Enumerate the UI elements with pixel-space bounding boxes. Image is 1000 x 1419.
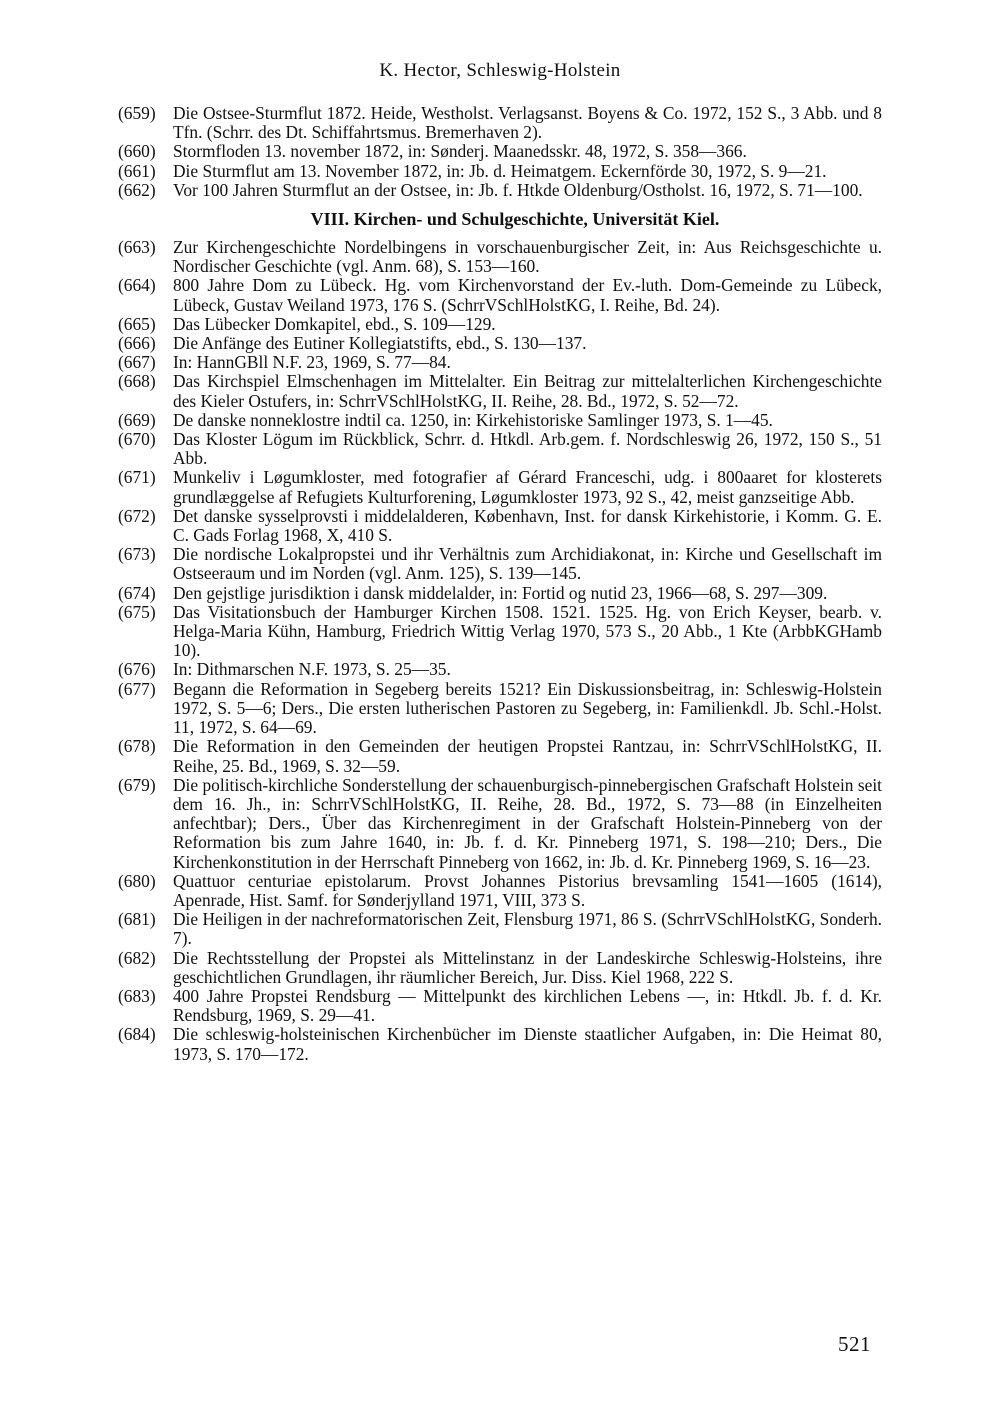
running-header: K. Hector, Schleswig-Holstein [379, 60, 621, 81]
entry-text: Munkeliv i Løgumkloster, med fotografier af Gérard Franceschi, udg. i 800aaret for klosterets grundlæggelse af Refugiets Kulturforening, Løgumkloster 1973, 92 S., 42, meist ganzseitige Abb. [173, 467, 882, 507]
bibliography-entry [118, 507, 882, 545]
entry-number: (661) [118, 160, 156, 181]
entry-number: (666) [118, 333, 156, 354]
bibliography-entry [118, 334, 882, 353]
bibliography-body [118, 104, 882, 1064]
entry-text: De danske nonneklostre indtil ca. 1250, in: Kirkehistoriske Samlinger 1973, S. 1—45. [173, 409, 773, 430]
entry-text: Die Rechtsstellung der Propstei als Mittelinstanz in der Landeskirche Schleswig-Holsteins, ihre geschichtlichen Grundlagen, ihr räumlicher Bereich, Jur. Diss. Kiel 1968, 222 S. [173, 947, 882, 987]
bibliography-entry [118, 353, 882, 372]
bibliography-entry [118, 372, 882, 410]
entry-number: (682) [118, 947, 156, 968]
entry-text: 400 Jahre Propstei Rendsburg — Mittelpunkt des kirchlichen Lebens —, in: Htkdl. Jb. f. d. Kr. Rendsburg, 1969, S. 29—41. [173, 985, 882, 1026]
entry-text: Das Kloster Lögum im Rückblick, Schrr. d. Htkdl. Arb.gem. f. Nordschleswig 26, 1972, 150 S., 51 Abb. [173, 429, 882, 469]
entries-group-after [118, 238, 882, 1064]
entry-text: In: Dithmarschen N.F. 1973, S. 25—35. [173, 659, 451, 680]
bibliography-entry [118, 776, 882, 872]
entry-text: Das Visitationsbuch der Hamburger Kirchen 1508. 1521. 1525. Hg. von Erich Keyser, bearb. v. Helga-Maria Kühn, Hamburg, Friedrich Wittig Verlag 1970, 573 S., 20 Abb., 1 Kte (ArbbKGHamb 10). [173, 601, 882, 661]
bibliography-entry [118, 162, 882, 181]
bibliography-entry [118, 1025, 882, 1063]
entry-number: (680) [118, 870, 156, 891]
entry-number: (659) [118, 103, 156, 123]
bibliography-entry [118, 276, 882, 314]
bibliography-entry [118, 584, 882, 603]
entry-text: Das Kirchspiel Elmschenhagen im Mittelalter. Ein Beitrag zur mittelalterlichen Kirchengeschichte des Kieler Ostufers, in: SchrrVSchlHolstKG, II. Reihe, 28. Bd., 1972, S. 52—72. [173, 371, 882, 411]
section-heading: VIII. Kirchen- und Schulgeschichte, Universität Kiel. [310, 209, 720, 230]
entry-text: Zur Kirchengeschichte Nordelbingens in vorschauenburgischer Zeit, in: Aus Reichsgeschichte u. Nordischer Geschichte (vgl. Anm. 68), S. 153—160. [173, 237, 882, 277]
entry-text: Vor 100 Jahren Sturmflut an der Ostsee, in: Jb. f. Htkde Oldenburg/Ostholst. 16, 1972, S. 71—100. [173, 179, 863, 200]
entry-number: (676) [118, 659, 156, 680]
entry-text: Die Heiligen in der nachreformatorischen Zeit, Flensburg 1971, 86 S. (SchrrVSchlHolstKG, Sonderh. 7). [173, 909, 882, 949]
bibliography-entry [118, 411, 882, 430]
entry-number: (683) [118, 985, 156, 1006]
entry-text: Die Reformation in den Gemeinden der heutigen Propstei Rantzau, in: SchrrVSchlHolstKG, II. Reihe, 25. Bd., 1969, S. 32—59. [173, 736, 882, 776]
bibliography-entry [118, 181, 882, 200]
entry-number: (675) [118, 601, 156, 622]
entry-text: Die nordische Lokalpropstei und ihr Verhältnis zum Archidiakonat, in: Kirche und Gesellschaft im Ostseeraum und im Norden (vgl. Anm. 125), S. 139—145. [173, 544, 882, 584]
bibliography-entry [118, 680, 882, 738]
entry-number: (678) [118, 736, 156, 757]
entry-number: (674) [118, 582, 156, 603]
entry-text: 800 Jahre Dom zu Lübeck. Hg. vom Kirchenvorstand der Ev.-luth. Dom-Gemeinde zu Lübeck, Lübeck, Gustav Weiland 1973, 176 S. (SchrrVSchlHolstKG, I. Reihe, Bd. 24). [173, 275, 882, 315]
entry-text: Das Lübecker Domkapitel, ebd., S. 109—129. [173, 313, 496, 334]
entry-number: (684) [118, 1024, 156, 1045]
bibliography-entry [118, 430, 882, 468]
bibliography-entry [118, 104, 882, 142]
entry-number: (670) [118, 429, 156, 450]
entry-number: (667) [118, 352, 156, 373]
entry-text: Die Ostsee-Sturmflut 1872. Heide, Westholst. Verlagsanst. Boyens & Co. 1972, 152 S., 3 Abb. und 8 Tfn. (Schrr. des Dt. Schiffahrtsmus. Bremerhaven 2). [173, 103, 882, 143]
entries-group-before [118, 104, 882, 200]
entry-number: (677) [118, 678, 156, 699]
entry-text: Det danske sysselprovsti i middelalderen, København, Inst. for dansk Kirkehistorie, i Komm. G. E. C. Gads Forlag 1968, X, 410 S. [173, 505, 882, 546]
entry-text: In: HannGBll N.F. 23, 1969, S. 77—84. [173, 352, 451, 373]
entry-number: (665) [118, 313, 156, 334]
bibliography-entry [118, 872, 882, 910]
entry-text: Stormfloden 13. november 1872, in: Sønderj. Maanedsskr. 48, 1972, S. 358—366. [173, 141, 747, 162]
entry-text: Quattuor centuriae epistolarum. Provst Johannes Pistorius brevsamling 1541—1605 (1614), Apenrade, Hist. Samf. for Sønderjylland 1971, VIII, 373 S. [173, 870, 882, 910]
bibliography-entry [118, 949, 882, 987]
bibliography-entry [118, 660, 882, 679]
entry-number: (668) [118, 371, 156, 392]
bibliography-entry [118, 142, 882, 161]
entry-number: (672) [118, 505, 156, 526]
entry-text: Die Anfänge des Eutiner Kollegiatstifts, ebd., S. 130—137. [173, 333, 587, 354]
bibliography-entry [118, 468, 882, 506]
bibliography-entry [118, 603, 882, 661]
entry-number: (679) [118, 774, 156, 795]
entry-text: Begann die Reformation in Segeberg bereits 1521? Ein Diskussionsbeitrag, in: Schleswig-Holstein 1972, S. 5—6; Ders., Die ersten lutherischen Pastoren zu Segeberg, in: Familienkdl. Jb. Schl.-Holst. 11, 1972, S. 64—69. [173, 678, 882, 738]
entry-text: Die schleswig-holsteinischen Kirchenbücher im Dienste staatlicher Aufgaben, in: Die Heimat 80, 1973, S. 170—172. [173, 1024, 882, 1064]
bibliography-entry [118, 315, 882, 334]
entry-text: Die Sturmflut am 13. November 1872, in: Jb. d. Heimatgem. Eckernförde 30, 1972, S. 9—21. [173, 160, 827, 181]
entry-number: (671) [118, 467, 156, 488]
entry-number: (664) [118, 275, 156, 296]
bibliography-entry [118, 737, 882, 775]
entry-number: (662) [118, 179, 156, 200]
bibliography-entry [118, 545, 882, 583]
entry-text: Die politisch-kirchliche Sonderstellung der schauenburgisch-pinnebergischen Grafschaft Holstein seit dem 16. Jh., in: SchrrVSchlHolstKG, II. Reihe, 28. Bd., 1972, S. 73—88 (in Einzelheiten anfechtbar); Ders., Über das Kirchenregiment in der Grafschaft Holstein-Pinneberg von der Reformation bis zum Jahre 1640, in: Jb. f. d. Kr. Pinneberg 1971, S. 198—210; Ders., Die Kirchenkonstitution in der Herrschaft Pinneberg von 1662, in: Jb. d. Kr. Pinneberg 1969, S. 16—23. [173, 774, 882, 872]
entry-number: (673) [118, 544, 156, 565]
bibliography-entry [118, 910, 882, 948]
entry-number: (663) [118, 237, 156, 258]
page-number: 521 [838, 1332, 871, 1356]
bibliography-entry [118, 987, 882, 1025]
bibliography-entry [118, 238, 882, 276]
entry-text: Den gejstlige jurisdiktion i dansk middelalder, in: Fortid og nutid 23, 1966—68, S. 297—309. [173, 582, 828, 603]
entry-number: (660) [118, 141, 156, 162]
entry-number: (681) [118, 909, 156, 930]
entry-number: (669) [118, 409, 156, 430]
